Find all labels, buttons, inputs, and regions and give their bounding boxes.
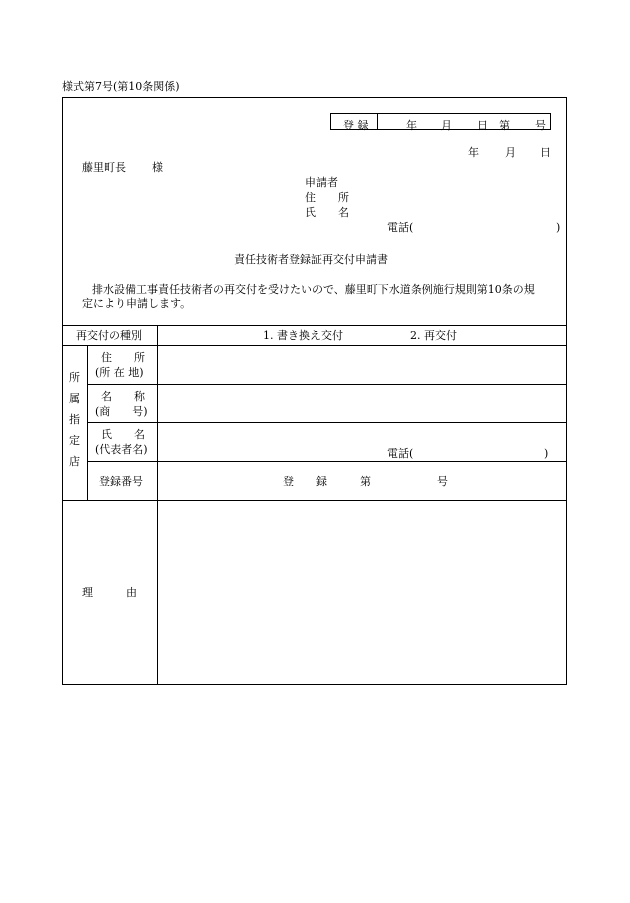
registration-month: 月	[441, 119, 452, 132]
registration-day: 日	[477, 119, 488, 132]
registration-gou: 号	[535, 119, 546, 132]
store-phone-close: )	[544, 447, 549, 460]
representative-name-label: 氏 名	[101, 428, 145, 441]
registration-label: 登 録	[343, 119, 369, 132]
addressee: 藤里町長	[82, 161, 126, 174]
reg-number-label: 登録番号	[99, 475, 143, 488]
affiliated-store-label: 所 属 指 定 店	[69, 371, 80, 468]
store-phone-label: 電話(	[387, 447, 414, 460]
body-text-line1: 排水設備工事責任技術者の再交付を受けたいので、藤里町下水道条例施行規則第10条の規	[92, 283, 535, 296]
date-day: 日	[540, 146, 551, 159]
reissue-option-rewrite: 1. 書き換え交付	[263, 329, 343, 342]
representative-label: (代表者名)	[95, 443, 148, 456]
registration-box	[330, 113, 551, 130]
applicant-phone-close: )	[556, 221, 561, 234]
store-trade-name-label: (商 号)	[95, 405, 148, 418]
applicant-phone-label: 電話(	[387, 221, 414, 234]
date-year: 年	[468, 146, 479, 159]
reissue-option-reissue: 2. 再交付	[410, 329, 457, 342]
document-title: 責任技術者登録証再交付申請書	[234, 253, 388, 266]
reissue-type-label: 再交付の種別	[76, 329, 142, 342]
applicant-address-label: 住 所	[305, 191, 349, 204]
reg-number-value: 登 録 第 号	[283, 475, 448, 488]
store-location-label: (所 在 地)	[95, 366, 144, 379]
registration-dai: 第	[499, 119, 510, 132]
registration-year: 年	[406, 119, 417, 132]
applicant-name-label: 氏 名	[305, 206, 349, 219]
date-month: 月	[505, 146, 516, 159]
store-address-label: 住 所	[101, 351, 145, 364]
honorific: 様	[152, 161, 163, 174]
form-title: 様式第7号(第10条関係)	[62, 80, 180, 93]
applicant-title: 申請者	[305, 176, 338, 189]
body-text-line2: 定により申請します。	[82, 297, 192, 310]
store-name-label: 名 称	[101, 390, 145, 403]
reason-label: 理 由	[82, 586, 137, 599]
